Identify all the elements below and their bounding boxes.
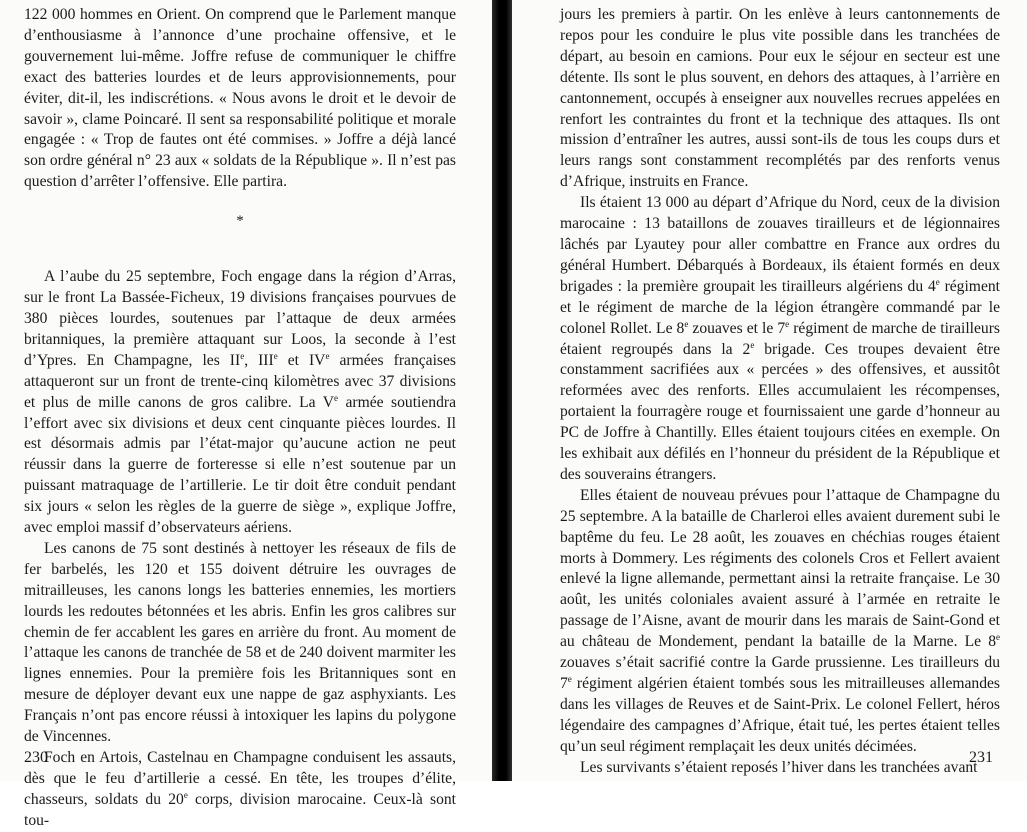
page-number: 230 — [24, 749, 48, 766]
paragraph: jours les premiers à partir. On les enlève à leurs cantonnements de repos pour les conduire le plus vite possible dans les tranchées de départ, au besoin en camions. Pour eux le séjour en secteur est une détente. Ils sont le plus souvent, en dehors des attaques, à l’arrière en cantonnement, occupés à enseigner aux nouvelles recrues appelées en renfort les contraintes du front et la technique des attaques. Ils ont mission d’entraîner les autres, aussi sont-ils de tous les coups durs et leurs rangs sont constamment recomplétés par des renforts venus d’Afrique, instruits en France. — [560, 6, 1000, 191]
paragraph: Les canons de 75 sont destinés à nettoyer les réseaux de fils de fer barbelés, les 120 et 155 doivent détruire les ouvrages de mitrailleuses, les canons longs les batteries ennemies, les mortiers lourds les redoutes bétonnées et les abris. Enfin les gros calibres sur chemin de fer accablent les gares en arrière du front. Au moment de l’attaque les canons de tranchée de 58 et de 240 doivent marmiter les lignes ennemies. Pour la première fois les Britanniques sont en mesure de déployer devant eux une nappe de gaz asphyxiants. Les Français n’ont pas encore réussi à intoxiquer les lapins du polygone de Vincennes. — [24, 539, 456, 746]
paragraph: Les survivants s’étaient reposés l’hiver dans les tranchées avant — [580, 758, 978, 776]
paragraph: Ils étaient 13 000 au départ d’Afrique du Nord, ceux de la division marocaine : 13 bataillons de zouaves tirailleurs et de légionnaires lâchés par Lyautey pour aller combattre en France aux ordres du général Humbert. Débarqués à Bordeaux, ils étaient formés en deux brigades : la première groupait les tirailleurs algériens du 4e régiment et le régiment de marche de la légion étrangère commandé par le colonel Rollet. Le 8e zouaves et le 7e régiment de marche de tirailleurs étaient regroupés dans la 2e brigade. Ces troupes devaient être constamment sacrifiées aux « percées » des offensives, et aussitôt reformées avec des renforts. Elles accumulaient les récompenses, portaient la fourragère rouge et fournissaient une garde d’honneur au PC de Joffre à Chantilly. Elles étaient toujours citées en exemple. On les exhibait aux défilés en l’honneur du président de la République et des souverains étrangers. — [560, 194, 1000, 483]
paragraph: A l’aube du 25 septembre, Foch engage dans la région d’Arras, sur le front La Bassée-Ficheux, 19 divisions françaises pourvues de 380 pièces lourdes, soutenues par l’attaque de deux armées britanniques, la première attaquant sur Loos, la seconde à l’est d’Ypres. En Champagne, les IIe, IIIe et IVe armées françaises attaqueront sur un front de trente-cinq kilomètres avec 37 divisions et plus de mille canons de gros calibre. La Ve armée soutiendra l’effort avec six divisions et deux cent cinquante pièces lourdes. Il est désormais admis par l’état-major qu’aucune action ne peut réussir dans la guerre de forteresse si elle n’est soutenue par un puissant matraquage de l’artillerie. Le tir doit être conduit pendant six jours « selon les règles de la guerre de siège », explique Joffre, avec emploi massif d’observateurs aériens. — [24, 268, 457, 537]
book-gutter — [492, 0, 512, 781]
paragraph: Foch en Artois, Castelnau en Champagne conduisent les assauts, dès que le feu d’artillerie a cessé. En tête, les troupes d’élite, chasseurs, soldats du 20e corps, division marocaine. Ceux-là sont tou- — [24, 749, 457, 829]
page-number: 231 — [969, 749, 993, 766]
left-page — [0, 0, 492, 829]
left-page-text — [24, 5, 456, 832]
right-page-text — [560, 5, 1000, 779]
paragraph: 122 000 hommes en Orient. On comprend que le Parlement manque d’enthousiasme à l’annonce d’une prochaine offensive, et le gouvernement lui-même. Joffre refuse de communiquer le chiffre exact des batteries lourdes et de leurs approvisionnements, pour éviter, dit-il, les indiscrétions. « Nous avons le droit et le devoir de savoir », clame Poincaré. Il sent sa responsabilité politique et morale engagée : « Trop de fautes ont été commises. » Joffre a déjà lancé son ordre général n° 23 aux « soldats de la République ». Il n’est pas question d’arrêter l’offensive. Elle partira. — [24, 6, 456, 191]
paragraph: Elles étaient de nouveau prévues pour l’attaque de Champagne du 25 septembre. A la bataille de Charleroi elles avaient durement subi le baptême du feu. Le 28 août, les zouaves en chéchias rouges étaient morts à Dommery. Les régiments des colonels Cros et Fellert avaient enlevé la ligne allemande, permettant ainsi la retraite française. Le 30 août, les unités coloniales avaient assuré à l’armée en retraite le passage de l’Aisne, avant de mourir dans les marais de Saint-Gond et au château de Mondement, pendant la bataille de la Marne. Le 8e zouaves s’était sacrifié contre la Garde prussienne. Les tirailleurs du 7e régiment algérien étaient tombés sous les mitrailleuses allemandes dans les villages de Reuves et de Saint-Prix. Le colonel Fellert, héros légendaire des campagnes d’Afrique, était tué, les pertes étaient telles qu’un seul régiment remplaçait les deux unités décimées. — [560, 486, 1000, 755]
section-separator: * — [236, 213, 244, 230]
right-page — [512, 0, 1027, 781]
